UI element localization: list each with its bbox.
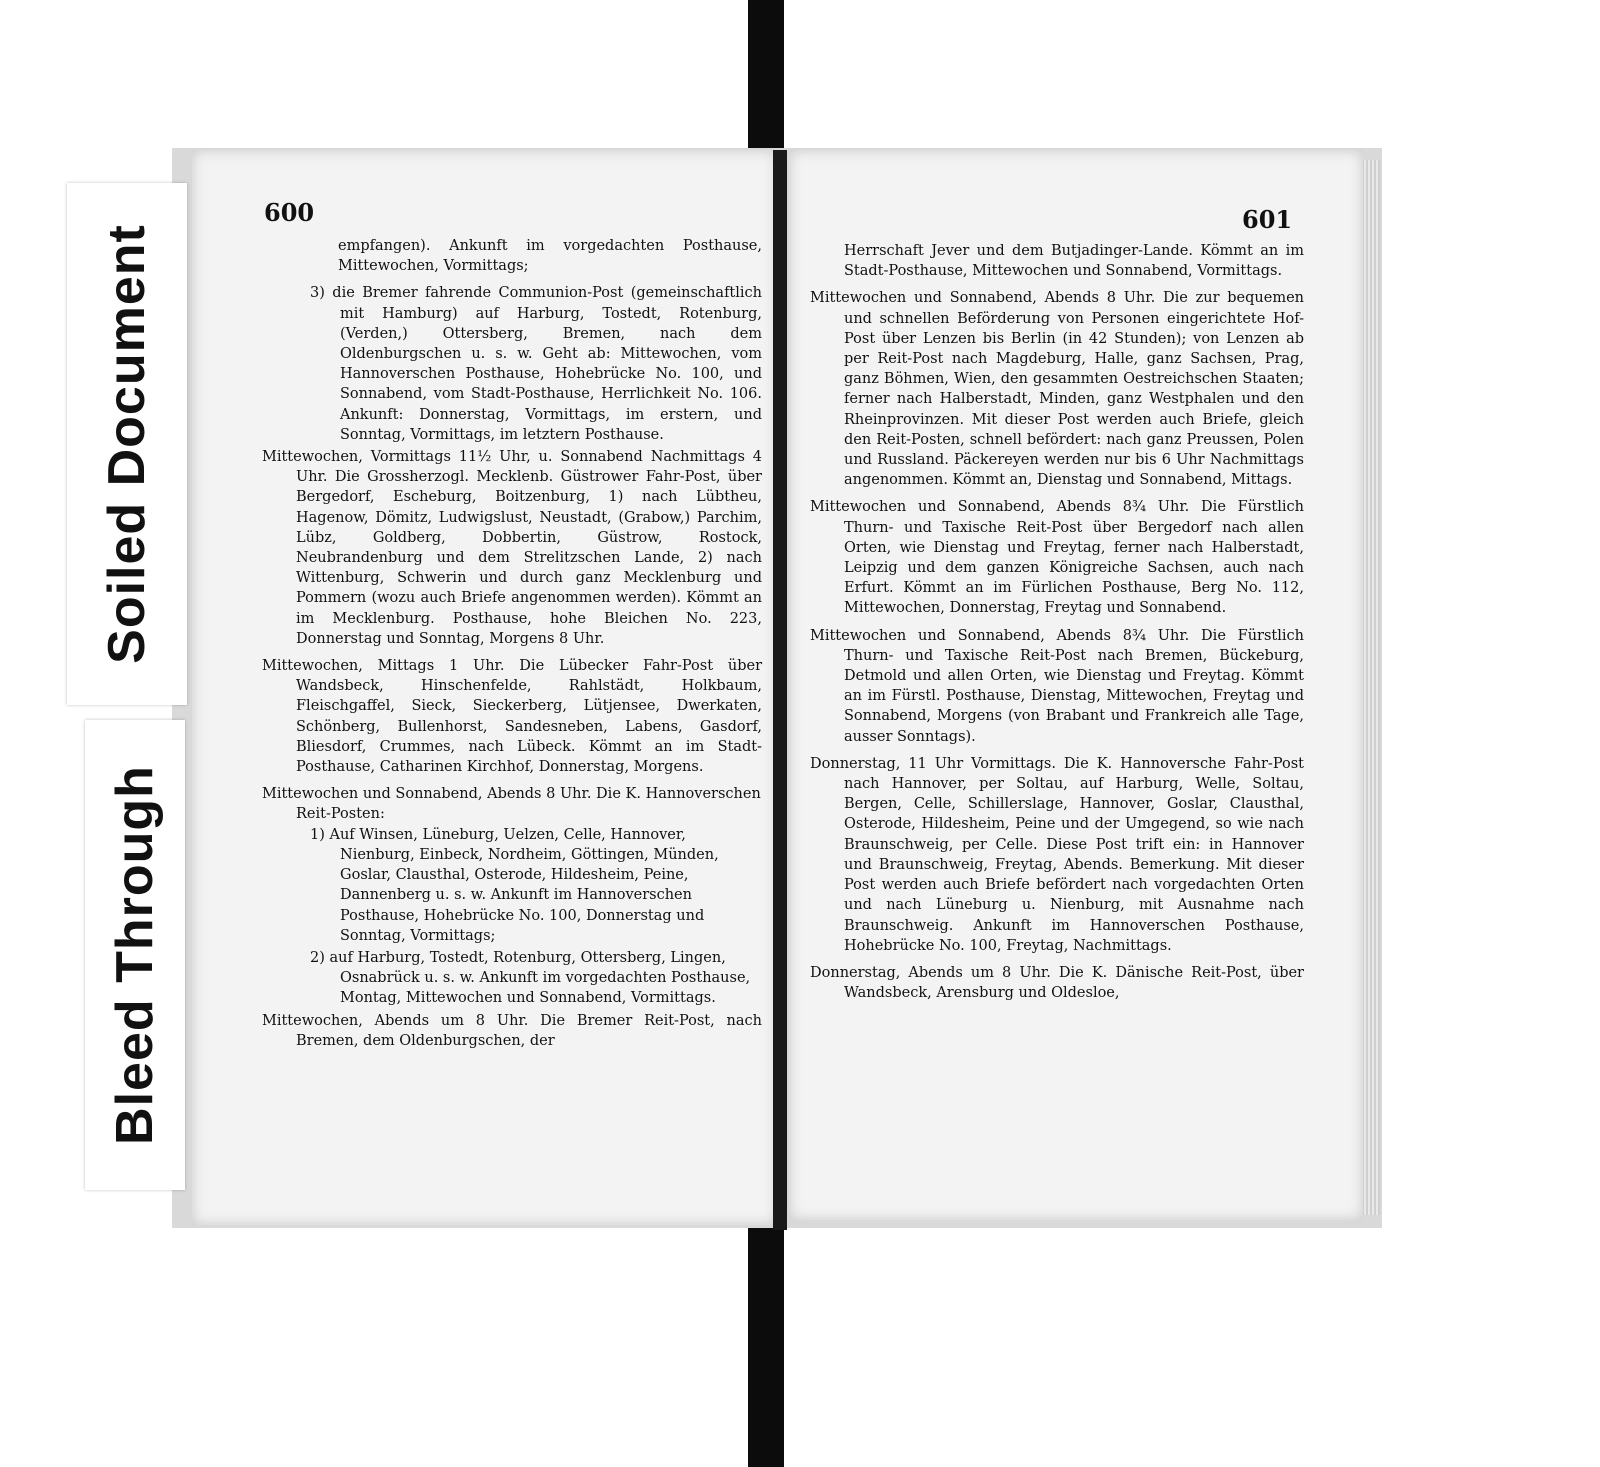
text-paragraph: Mittewochen und Sonnabend, Abends 8¾ Uhr. Die Fürstlich Thurn- und Taxische Reit-Post nach Bremen, Bückeburg, Detmold und allen Orten, wie Dienstag und Freytag. Kömmt an im Fürstl. Posthause, Dienstag, Mittewochen, Freytag und Sonnabend, Morgens (von Brabant und Frankreich alle Tage, ausser Sonntags). (810, 627, 1304, 745)
text-paragraph: Mittewochen und Sonnabend, Abends 8 Uhr. Die zur bequemen und schnellen Beförderung von Personen eingerichtete Hof-Post über Lenzen bis Berlin (in 42 Stunden); von Lenzen ab per Reit-Post nach Magdeburg, Halle, ganz Sachsen, Prag, ganz Böhmen, Wien, den gesammten Oestreichschen Staaten; ferner nach Halberstadt, Minden, ganz Westphalen und den Rheinprovinzen. Mit dieser Post werden auch Briefe, gleich den Reit-Posten, schnell befördert: nach ganz Preussen, Polen und Russland. Päckereyen werden nur bis 6 Uhr Nachmittags angenommen. Kömmt an, Dienstag und Sonnabend, Mittags. (810, 290, 1304, 489)
text-paragraph: Donnerstag, 11 Uhr Vormittags. Die K. Hannoversche Fahr-Post nach Hannover, per Soltau, auf Harburg, Welle, Soltau, Bergen, Celle, Schillerslage, Hannover, Goslar, Clausthal, Osterode, Hildesheim, Peine und der Umgegend, so wie nach Braunschweig, per Celle. Diese Post trift ein: in Hannover und Braunschweig, Freytag, Abends. Bemerkung. Mit dieser Post werden auch Briefe befördert nach vorgedachten Orten und nach Lüneburg u. Nienburg, mit Ausnahme nach Braunschweig. Ankunft im Hannoverschen Posthause, Hohebrücke No. 100, Freytag, Nachmittags. (810, 755, 1304, 954)
text-paragraph: Mittewochen und Sonnabend, Abends 8 Uhr. Die K. Hannoverschen Reit-Posten: (262, 786, 761, 823)
text-paragraph: 2) auf Harburg, Tostedt, Rotenburg, Ottersberg, Lingen, Osnabrück u. s. w. Ankunft im vorgedachten Posthause, Montag, Mittewochen und Sonnabend, Vormittags. (310, 949, 751, 1007)
right-page-number: 601 (1242, 205, 1293, 234)
text-paragraph: 1) Auf Winsen, Lüneburg, Uelzen, Celle, Hannover, Nienburg, Einbeck, Nordheim, Göttingen, Münden, Goslar, Clausthal, Osterode, Hildesheim, Peine, Dannenberg u. s. w. Ankunft im Hannoverschen Posthause, Hohebrücke No. 100, Donnerstag und Sonntag, Vormittags; (310, 826, 719, 944)
text-paragraph: Mittewochen, Vormittags 11½ Uhr, u. Sonnabend Nachmittags 4 Uhr. Die Grossherzogl. Mecklenb. Güstrower Fahr-Post, über Bergedorf, Escheburg, Boitzenburg, 1) nach Lübtheu, Hagenow, Dömitz, Ludwigslust, Neustadt, (Grabow,) Parchim, Lübz, Goldberg, Dobbertin, Güstrow, Rostock, Neubrandenburg und dem Strelitzschen Lande, 2) nach Wittenburg, Schwerin und durch ganz Mecklenburg und Pommern (wozu auch Briefe angenommen werden). Kömmt an im Mecklenburg. Posthause, hohe Bleichen No. 223, Donnerstag und Sonntag, Morgens 8 Uhr. (262, 449, 762, 647)
right-page-text (810, 241, 1304, 1010)
soiled-document-label (67, 183, 187, 705)
text-paragraph: Herrschaft Jever und dem Butjadinger-Lande. Kömmt an im Stadt-Posthause, Mittewochen und Sonnabend, Vormittags. (844, 243, 1304, 280)
text-paragraph: Mittewochen, Mittags 1 Uhr. Die Lübecker Fahr-Post über Wandsbeck, Hinschenfelde, Rahlstädt, Holkbaum, Fleischgaffel, Sieck, Sieckerberg, Lütjensee, Dwerkaten, Schönberg, Bullenhorst, Sandesneben, Labens, Gasdorf, Bliesdorf, Crummes, nach Lübeck. Kömmt an im Stadt-Posthause, Catharinen Kirchhof, Donnerstag, Morgens. (262, 658, 762, 776)
text-paragraph: Mittewochen und Sonnabend, Abends 8¾ Uhr. Die Fürstlich Thurn- und Taxische Reit-Post über Bergedorf nach allen Orten, wie Dienstag und Freytag, ferner nach Halberstadt, Leipzig und dem ganzen Königreiche Sachsen, auch nach Erfurt. Kömmt an im Fürlichen Posthause, Berg No. 112, Mittewochen, Donnerstag, Freytag und Sonnabend. (810, 499, 1304, 617)
text-paragraph: Donnerstag, Abends um 8 Uhr. Die K. Dänische Reit-Post, über Wandsbeck, Arensburg und Oldesloe, (810, 964, 1304, 1002)
spine-strip-bottom (748, 1220, 784, 1467)
text-paragraph: empfangen). Ankunft im vorgedachten Posthause, Mittewochen, Vormittags; (338, 238, 762, 275)
left-page-number: 600 (264, 198, 315, 227)
spine-strip-top (748, 0, 784, 160)
bleed-through-label (85, 720, 185, 1190)
text-paragraph: 3) die Bremer fahrende Communion-Post (gemeinschaftlich mit Hamburg) auf Harburg, Tostedt, Rotenburg, (Verden,) Ottersberg, Bremen, nach dem Oldenburgschen u. s. w. Geht ab: Mittewochen, vom Hannoverschen Posthause, Hohebrücke No. 100, und Sonnabend, vom Stadt-Posthause, Herrlichkeit No. 106. Ankunft: Donnerstag, Vormittags, im erstern, und Sonntag, Vormittags, im letztern Posthause. (310, 285, 762, 443)
book-gutter (773, 150, 787, 1230)
soiled-document-text: Soiled Document (98, 224, 156, 664)
left-page-text (262, 236, 762, 1058)
text-paragraph: Mittewochen, Abends um 8 Uhr. Die Bremer Reit-Post, nach Bremen, dem Oldenburgschen, der (262, 1012, 762, 1049)
bleed-through-text: Bleed Through (106, 765, 164, 1145)
